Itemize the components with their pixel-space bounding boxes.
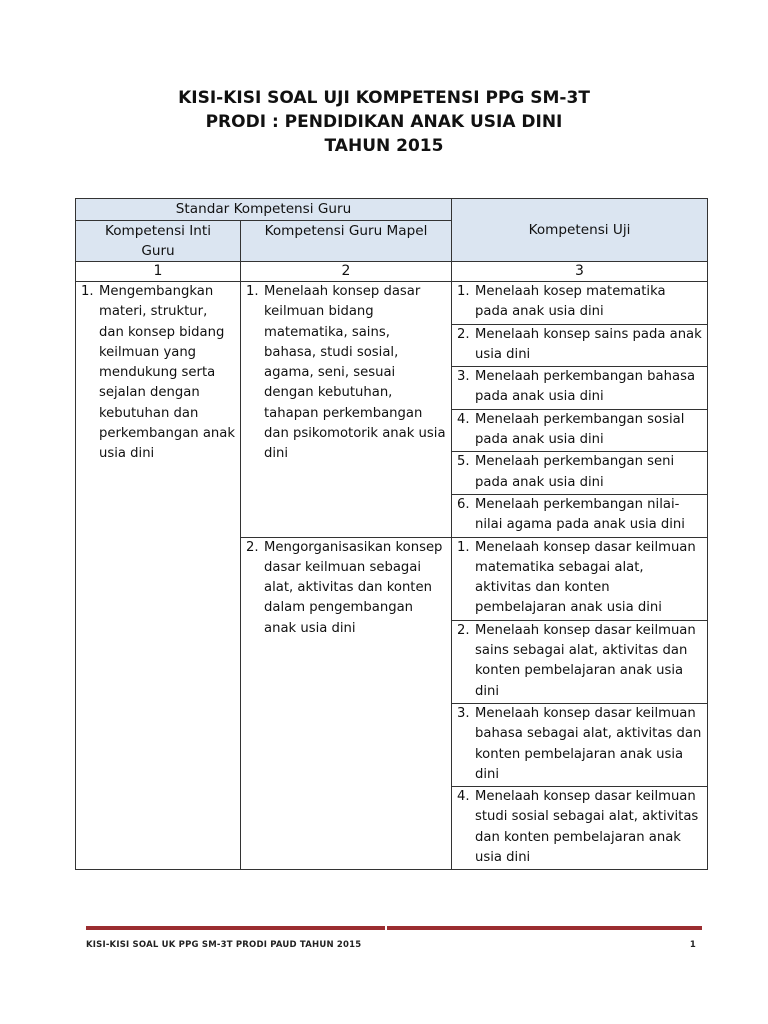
footer-rule — [86, 926, 702, 930]
item-text: Mengorganisasikan konsep dasar keilmuan sebagai alat, aktivitas dan konten dalam pengembangan anak usia dini — [264, 539, 443, 636]
item-text: Menelaah konsep dasar keilmuan matematika sebagai alat, aktivitas dan konten pembelajaran anak usia dini — [475, 539, 696, 616]
header-kompetensi-inti: Kompetensi Inti Guru — [76, 221, 241, 262]
list-item — [457, 325, 702, 366]
header-row-group — [76, 199, 708, 221]
header-standar-kompetensi: Standar Kompetensi Guru — [76, 199, 452, 221]
list-item — [457, 495, 702, 536]
uji-cell — [452, 324, 708, 367]
column-number: 1 — [76, 262, 241, 282]
item-number: 1. — [246, 284, 259, 299]
uji-cell — [452, 787, 708, 870]
column-number: 2 — [241, 262, 452, 282]
list-item — [81, 282, 235, 465]
list-item — [457, 704, 702, 785]
list-item — [246, 282, 446, 465]
list-item — [457, 282, 702, 323]
item-text: Mengembangkan materi, struktur, dan konsep bidang keilmuan yang mendukung serta sejalan dengan kebutuhan dan perkembangan anak usia dini — [99, 284, 236, 462]
item-number: 2. — [457, 622, 470, 638]
list-item — [246, 538, 446, 639]
item-text: Menelaah konsep dasar keilmuan bahasa sebagai alat, aktivitas dan konten pembelajaran anak usia dini — [475, 705, 702, 782]
mapel-cell — [241, 282, 452, 538]
list-item — [457, 410, 702, 451]
page-number: 1 — [689, 940, 696, 950]
list-item — [457, 452, 702, 493]
column-number: 3 — [452, 262, 708, 282]
uji-cell — [452, 282, 708, 325]
item-number: 1. — [81, 284, 94, 299]
title-line-2: PRODI : PENDIDIKAN ANAK USIA DINI — [205, 112, 563, 132]
page-footer — [86, 940, 696, 950]
item-number: 4. — [457, 789, 470, 805]
uji-cell — [452, 452, 708, 495]
item-number: 2. — [246, 539, 259, 555]
inti-cell — [76, 282, 241, 870]
kisi-kisi-table — [75, 198, 708, 870]
item-text: Menelaah perkembangan bahasa pada anak usia dini — [475, 369, 696, 405]
list-item — [457, 367, 702, 408]
document-title — [0, 86, 768, 158]
title-line-3: TAHUN 2015 — [324, 136, 444, 156]
column-number-row — [76, 262, 708, 282]
uji-cell — [452, 409, 708, 452]
item-text: Menelaah perkembangan sosial pada anak usia dini — [475, 411, 685, 448]
uji-cell — [452, 537, 708, 620]
item-text: Menelaah perkembangan seni pada anak usia dini — [475, 454, 675, 490]
item-text: Menelaah perkembangan nilai-nilai agama pada anak usia dini — [475, 496, 685, 533]
item-number: 1. — [457, 539, 470, 555]
uji-cell — [452, 367, 708, 410]
item-text: Menelaah kosep matematika pada anak usia dini — [475, 284, 666, 320]
uji-cell — [452, 620, 708, 703]
list-item — [457, 538, 702, 619]
list-item — [457, 787, 702, 868]
title-line-1: KISI-KISI SOAL UJI KOMPETENSI PPG SM-3T — [178, 88, 590, 108]
item-number: 3. — [457, 705, 470, 721]
uji-cell — [452, 703, 708, 786]
item-number: 4. — [457, 411, 470, 427]
footer-rule-gap — [385, 926, 387, 930]
mapel-cell — [241, 537, 452, 870]
uji-cell — [452, 494, 708, 537]
item-number: 2. — [457, 326, 470, 342]
item-number: 3. — [457, 369, 470, 385]
item-number: 6. — [457, 496, 470, 512]
item-text: Menelaah konsep dasar keilmuan bidang matematika, sains, bahasa, studi sosial, agama, seni, sesuai dengan kebutuhan, tahapan perkembangan dan psikomotorik anak usia dini — [264, 284, 446, 462]
list-item — [457, 621, 702, 702]
footer-title: KISI-KISI SOAL UK PPG SM-3T PRODI PAUD TAHUN 2015 — [86, 940, 362, 950]
item-text: Menelaah konsep dasar keilmuan sains sebagai alat, aktivitas dan konten pembelajaran anak usia dini — [475, 622, 696, 699]
header-kompetensi-mapel: Kompetensi Guru Mapel — [241, 221, 452, 262]
item-text: Menelaah konsep sains pada anak usia dini — [475, 326, 702, 362]
item-text: Menelaah konsep dasar keilmuan studi sosial sebagai alat, aktivitas dan konten pembelajaran anak usia dini — [475, 789, 699, 866]
item-number: 5. — [457, 454, 470, 470]
header-kompetensi-uji: Kompetensi Uji — [452, 199, 708, 262]
item-number: 1. — [457, 284, 470, 299]
table-row — [76, 282, 708, 325]
